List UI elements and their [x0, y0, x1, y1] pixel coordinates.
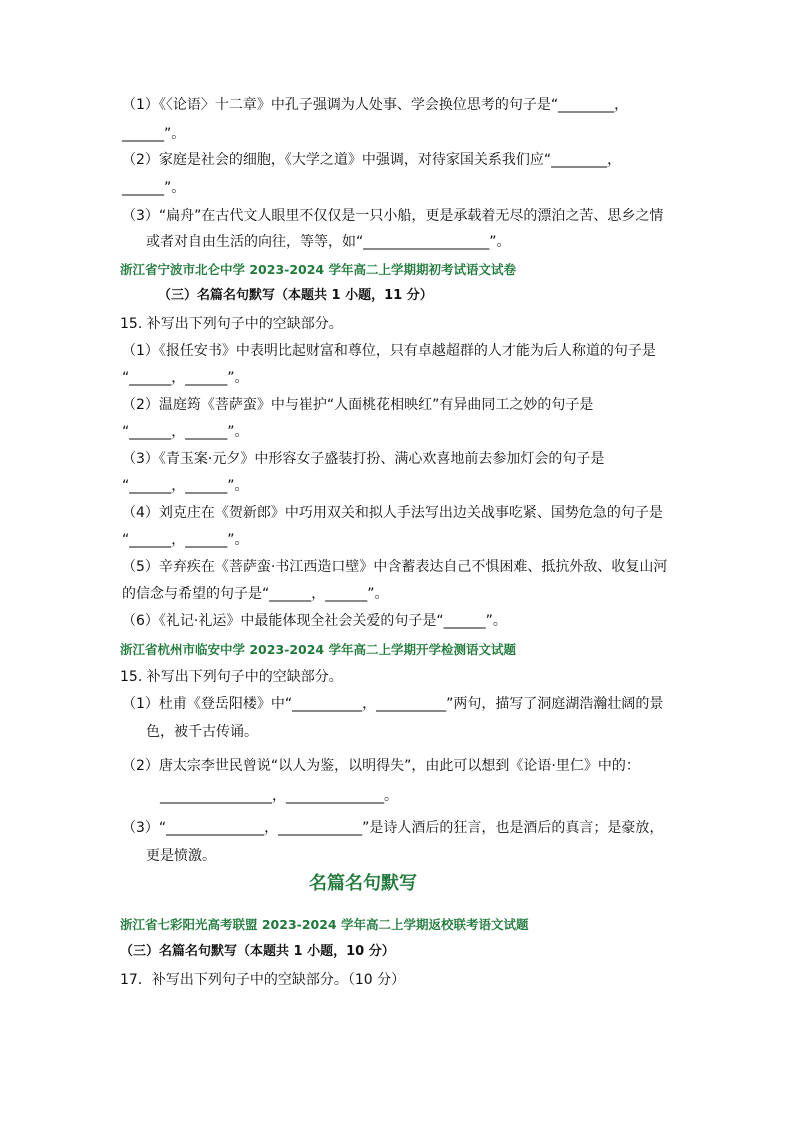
- section-heading: （三）名篇名句默写（本题共 1 小题，11 分）: [158, 288, 433, 303]
- question-2-line-2: ______”。: [122, 180, 186, 196]
- question-3-line-2: “______，______”。: [122, 478, 249, 494]
- question-4-line-1: （4）刘克庄在《贺新郎》中巧用双关和拟人手法写出边关战事吃紧、国势危急的句子是: [122, 505, 663, 521]
- question-3-line-1: （3）“______________，____________”是诗人酒后的狂言，也是酒后的真言；是豪放，: [122, 820, 664, 836]
- question-2-line-2: ________________，______________。: [160, 788, 398, 804]
- question-1-line-1: （1）杜甫《登岳阳楼》中“__________，__________”两句，描写了洞庭湖浩瀚壮阔的景: [122, 696, 664, 712]
- question-1-line-2: 色，被千古传诵。: [146, 724, 258, 740]
- source-title: 浙江省七彩阳光高考联盟 2023-2024 学年高二上学期返校联考语文试题: [120, 917, 529, 932]
- question-1-line-1: （1）《〈论语〉十二章》中孔子强调为人处事、学会换位思考的句子是“________，: [122, 97, 629, 113]
- question-6-line-1: （6）《礼记·礼运》中最能体现全社会关爱的句子是“______”。: [122, 613, 507, 629]
- question-3-line-2: 或者对自由生活的向往，等等，如“__________________”。: [146, 234, 511, 250]
- question-1-line-2: “______，______”。: [122, 370, 249, 386]
- question-2-line-1: （2）家庭是社会的细胞，《大学之道》中强调，对待家国关系我们应“________，: [122, 152, 622, 168]
- question-5-line-1: （5）辛弃疾在《菩萨蛮·书江西造口壁》中含蓄表达自己不惧困难、抵抗外敌、收复山河: [122, 559, 668, 575]
- question-5-line-2: 的信念与希望的句子是“______，______”。: [122, 586, 389, 602]
- question-1-line-2: ______”。: [122, 126, 186, 142]
- question-2-line-1: （2）温庭筠《菩萨蛮》中与崔护“人面桃花相映红”有异曲同工之妙的句子是: [122, 397, 594, 413]
- question-1-line-1: （1）《报任安书》中表明比起财富和尊位，只有卓越超群的人才能为后人称道的句子是: [122, 343, 656, 359]
- question-intro: 17．补写出下列句子中的空缺部分。（10 分）: [120, 972, 406, 988]
- question-3-line-1: （3）“扁舟”在古代文人眼里不仅仅是一只小船，更是承载着无尽的漂泊之苦、思乡之情: [122, 208, 664, 224]
- question-2-line-2: “______，______”。: [122, 424, 249, 440]
- question-2-line-1: （2）唐太宗李世民曾说“以人为鉴，以明得失”，由此可以想到《论语·里仁》中的：: [122, 758, 640, 774]
- source-title: 浙江省杭州市临安中学 2023-2024 学年高二上学期开学检测语文试题: [120, 642, 516, 657]
- question-3-line-2: 更是愤激。: [146, 848, 216, 864]
- section-heading: 名篇名句默写: [309, 873, 417, 894]
- question-intro: 15. 补写出下列句子中的空缺部分。: [120, 316, 343, 332]
- source-title: 浙江省宁波市北仑中学 2023-2024 学年高二上学期期初考试语文试卷: [120, 262, 516, 277]
- question-intro: 15. 补写出下列句子中的空缺部分。: [120, 669, 343, 685]
- question-4-line-2: “______，______”。: [122, 532, 249, 548]
- section-heading: （三）名篇名句默写（本题共 1 小题，10 分）: [120, 944, 395, 959]
- question-3-line-1: （3）《青玉案·元夕》中形容女子盛装打扮、满心欢喜地前去参加灯会的句子是: [122, 451, 605, 467]
